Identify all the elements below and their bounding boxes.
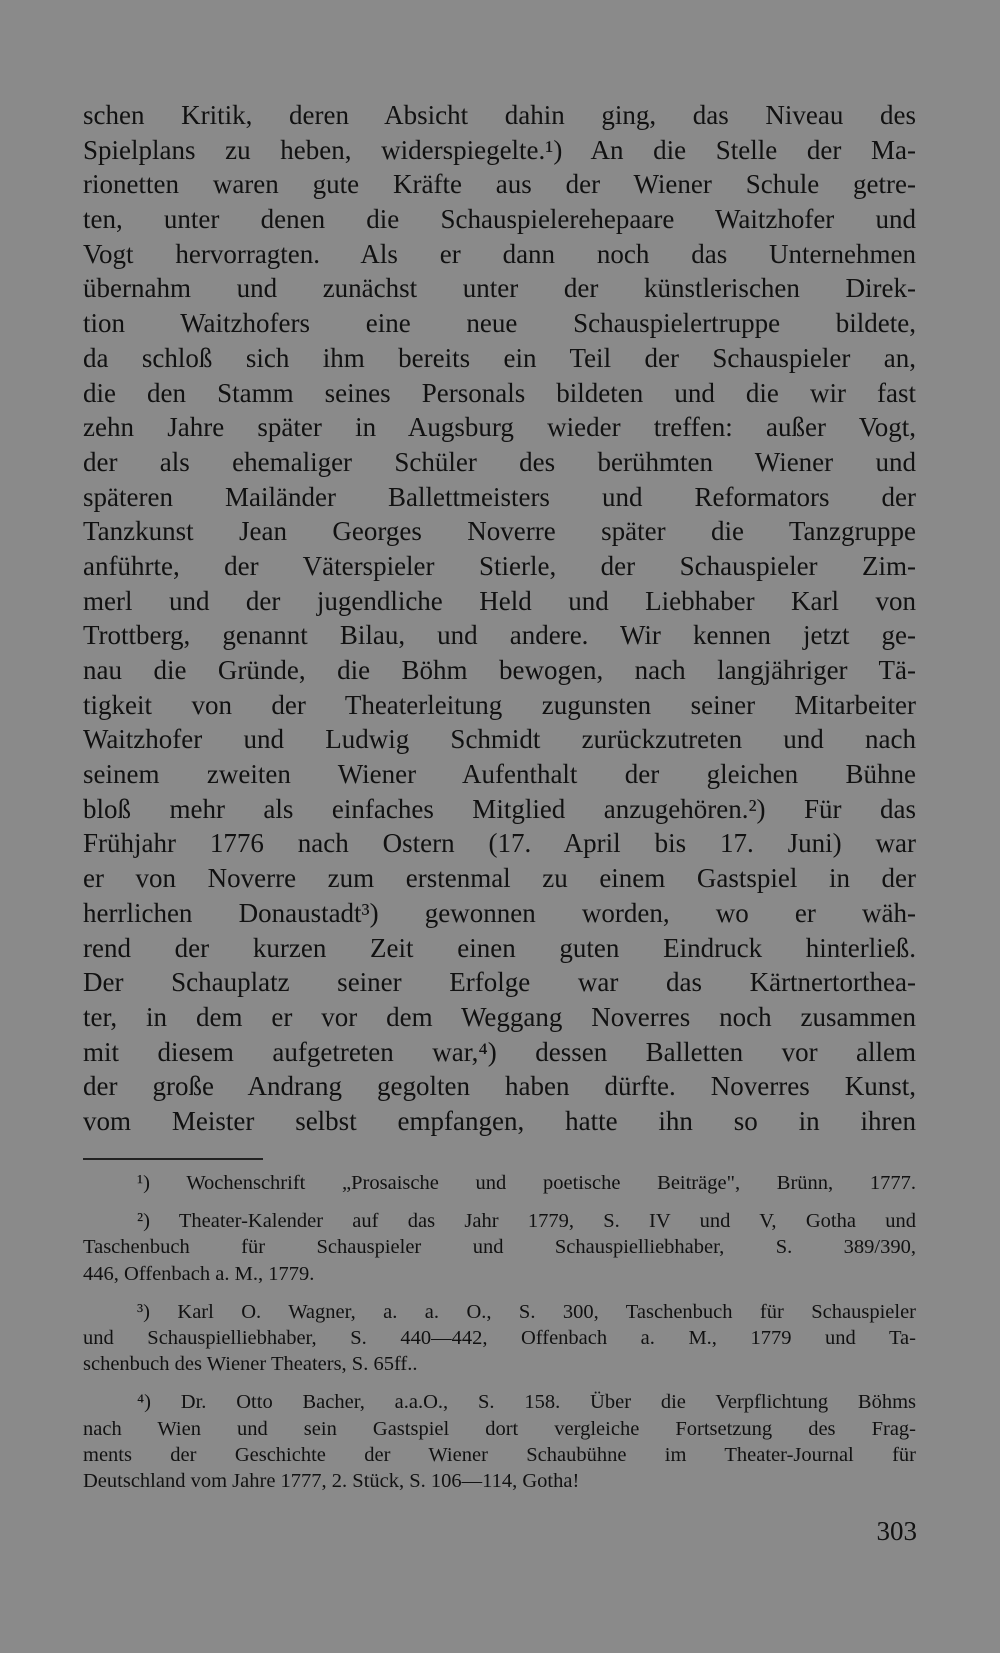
footnote-4 — [83, 1389, 916, 1494]
footnote-line: ments der Geschichte der Wiener Schaubühne im Theater-Journal für — [83, 1443, 916, 1466]
footnote-line: schenbuch des Wiener Theaters, S. 65ff.. — [83, 1353, 418, 1376]
footnote-line: ⁴) Dr. Otto Bacher, a.a.O., S. 158. Über die Verpflichtung Böhms — [137, 1391, 916, 1414]
body-line: merl und der jugendliche Held und Liebhaber Karl von — [83, 585, 916, 616]
body-line: übernahm und zunächst unter der künstlerischen Direk- — [83, 273, 916, 304]
body-line: tigkeit von der Theaterleitung zugunsten seiner Mitarbeiter — [83, 689, 916, 720]
body-line: er von Noverre zum erstenmal zu einem Gastspiel in der — [83, 863, 916, 894]
body-line: ter, in dem er vor dem Weggang Noverres noch zusammen — [83, 1001, 916, 1032]
footnote-line: 446, Offenbach a. M., 1779. — [83, 1262, 315, 1285]
footnote-line: ²) Theater-Kalender auf das Jahr 1779, S. IV und V, Gotha und — [137, 1210, 916, 1233]
body-line: die den Stamm seines Personals bildeten und die wir fast — [83, 377, 916, 408]
footnote-line: ¹) Wochenschrift „Prosaische und poetische Beiträge", Brünn, 1777. — [137, 1172, 916, 1194]
footnote-line: ³) Karl O. Wagner, a. a. O., S. 300, Taschenbuch für Schauspieler — [137, 1300, 916, 1323]
footnote-line: und Schauspielliebhaber, S. 440—442, Offenbach a. M., 1779 und Ta- — [83, 1326, 916, 1349]
body-line: zehn Jahre später in Augsburg wieder treffen: außer Vogt, — [83, 412, 916, 443]
footnote-1 — [83, 1170, 916, 1196]
body-line: ten, unter denen die Schauspielerehepaare Waitzhofer und — [83, 204, 916, 235]
body-line: anführte, der Väterspieler Stierle, der Schauspieler Zim- — [83, 550, 916, 581]
body-line: der als ehemaliger Schüler des berühmten Wiener und — [83, 446, 916, 477]
body-line: der große Andrang gegolten haben dürfte. Noverres Kunst, — [83, 1071, 916, 1102]
body-line: da schloß sich ihm bereits ein Teil der Schauspieler an, — [83, 342, 916, 373]
body-line: bloß mehr als einfaches Mitglied anzugehören.²) Für das — [83, 793, 916, 824]
body-line: nau die Gründe, die Böhm bewogen, nach langjähriger Tä- — [83, 655, 916, 685]
footnotes — [83, 1170, 916, 1494]
body-line: vom Meister selbst empfangen, hatte ihn so in ihren — [83, 1105, 916, 1136]
body-line: Waitzhofer und Ludwig Schmidt zurückzutreten und nach — [83, 724, 916, 755]
footnote-3 — [83, 1299, 916, 1378]
body-line: tion Waitzhofers eine neue Schauspielertruppe bildete, — [83, 308, 916, 339]
body-line: Tanzkunst Jean Georges Noverre später die Tanzgruppe — [83, 516, 916, 547]
footnote-line: nach Wien und sein Gastspiel dort vergleiche Fortsetzung des Frag- — [83, 1417, 916, 1440]
footnote-2 — [83, 1208, 916, 1287]
body-line: mit diesem aufgetreten war,⁴) dessen Balletten vor allem — [83, 1036, 916, 1067]
body-line: herrlichen Donaustadt³) gewonnen worden, wo er wäh- — [83, 897, 916, 928]
footnote-line: Taschenbuch für Schauspieler und Schauspielliebhaber, S. 389/390, — [83, 1236, 916, 1259]
body-line: Spielplans zu heben, widerspiegelte.¹) An die Stelle der Ma- — [83, 134, 916, 165]
body-line: Trottberg, genannt Bilau, und andere. Wir kennen jetzt ge- — [83, 620, 916, 651]
body-text — [83, 98, 916, 1139]
body-line: rionetten waren gute Kräfte aus der Wiener Schule getre- — [83, 169, 916, 200]
body-line: Frühjahr 1776 nach Ostern (17. April bis 17. Juni) war — [83, 828, 916, 859]
body-line: Der Schauplatz seiner Erfolge war das Kärtnertorthea- — [83, 967, 916, 998]
footnote-line: Deutschland vom Jahre 1777, 2. Stück, S. 106—114, Gotha! — [83, 1469, 580, 1492]
page-number: 303 — [876, 1516, 917, 1546]
body-line: rend der kurzen Zeit einen guten Eindruck hinterließ. — [83, 932, 916, 963]
body-line: schen Kritik, deren Absicht dahin ging, das Niveau des — [83, 100, 916, 130]
body-line: späteren Mailänder Ballettmeisters und Reformators der — [83, 481, 916, 512]
body-line: seinem zweiten Wiener Aufenthalt der gleichen Bühne — [83, 759, 916, 790]
body-line: Vogt hervorragten. Als er dann noch das Unternehmen — [83, 238, 916, 269]
footnote-rule — [83, 1158, 263, 1160]
